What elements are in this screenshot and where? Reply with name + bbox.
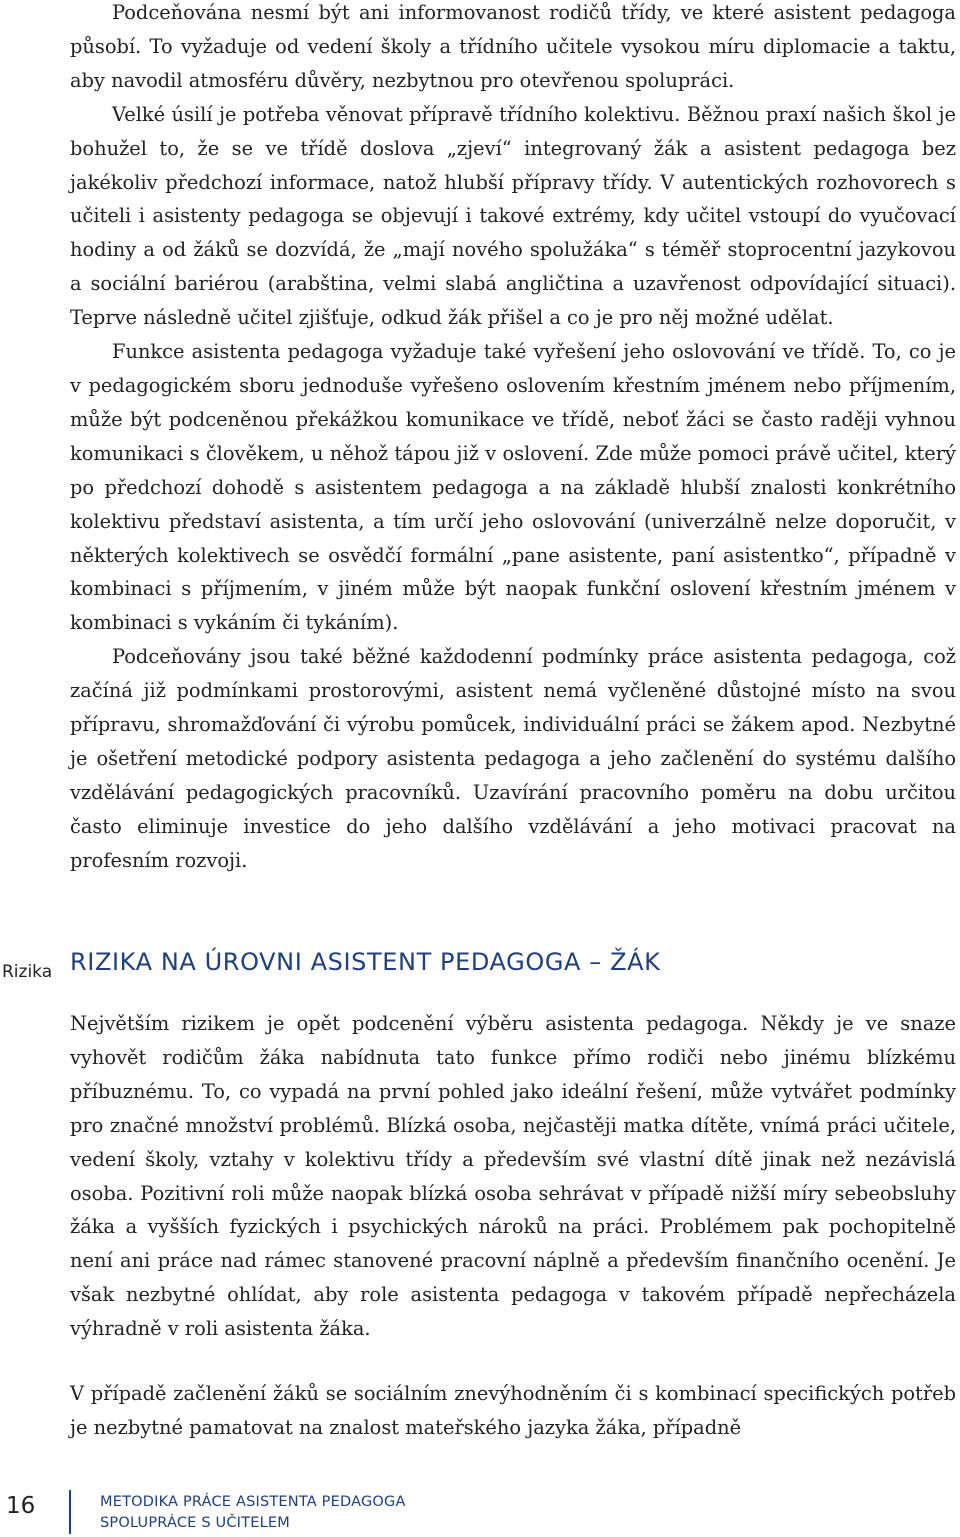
body-text-bottom (70, 1377, 956, 1445)
page-number: 16 (6, 1493, 36, 1519)
section-heading: RIZIKA NA ÚROVNI ASISTENT PEDAGOGA – ŽÁK (70, 948, 661, 976)
footer-title-line-2: SPOLUPRÁCE S UČITELEM (100, 1515, 290, 1531)
footer-divider (69, 1490, 71, 1534)
footer-title-line-1: METODIKA PRÁCE ASISTENTA PEDAGOGA (100, 1494, 406, 1510)
margin-label: Rizika (2, 962, 53, 982)
paragraph-class-preparation: Velké úsilí je potřeba věnovat přípravě třídního kolektivu. Běžnou praxí našich škol je bohužel to, že se ve třídě doslova „zjeví“ integrovaný žák a asistent pedagoga bez jakékoliv předchozí informace, natož hlubší přípravy třídy. V autentických rozhovorech s učiteli i asistenty pedagoga se objevují i takové extrémy, kdy učitel vstoupí do vyučovací hodiny a od žáků se dozvídá, že „mají nového spolužáka“ s téměř stoprocentní jazykovou a sociální bariérou (arabština, velmi slabá angličtina a uzavřenost odpovídající situaci). Teprve následně učitel zjišťuje, odkud žák přišel a co je pro něj možné udělat. (70, 102, 956, 330)
paragraph-addressing: Funkce asistenta pedagoga vyžaduje také vyřešení jeho oslovování ve třídě. To, co je v pedagogickém sboru jednoduše vyřešeno oslovením křestním jménem nebo příjmením, může být podceněnou překážkou komunikace ve třídě, neboť žáci se často raději vyhnou komunikaci s člověkem, u něhož tápou již v oslovení. Zde může pomoci právě učitel, který po předchozí dohodě s asistentem pedagoga a na základě hlubší znalosti konkrétního kolektivu představí asistenta, a tím určí jeho oslovování (univerzálně nelze doporučit, v některých kolektivech se osvědčí formální „pane asistente, paní asistentko“, případně v kombinaci s příjmením, v jiném může být naopak funkční oslovení křestním jménem v kombinaci s vykáním či tykáním). (70, 340, 956, 635)
paragraph-social-disadvantage: V případě začlenění žáků se sociálním znevýhodněním či s kombinací specifických potřeb je nezbytné pamatovat na znalost mateřského jazyka žáka, případně (70, 1382, 956, 1439)
paragraph-working-conditions: Podceňovány jsou také běžné každodenní podmínky práce asistenta pedagoga, což začíná již podmínkami prostorovými, asistent nemá vyčleněné důstojné místo na svou přípravu, shromažďování či výrobu pomůcek, individuální práci se žákem apod. Nezbytné je ošetření metodické podpory asistenta pedagoga a jeho začlenění do systému dalšího vzdělávání pedagogických pracovníků. Uzavírání pracovního poměru na dobu určitou často eliminuje investice do jeho dalšího vzdělávání a jeho motivaci pracovat na profesním rozvoji. (70, 645, 956, 872)
paragraph-parents-information: Podceňována nesmí být ani informovanost rodičů třídy, ve které asistent pedagoga působí. To vyžaduje od vedení školy a třídního učitele vysokou míru diplomacie a taktu, aby navodil atmosféru důvěry, nezbytnou pro otevřenou spolupráci. (70, 1, 956, 92)
body-text-top (70, 0, 956, 878)
body-text-section (70, 1007, 956, 1346)
paragraph-risks: Největším rizikem je opět podcenění výběru asistenta pedagoga. Někdy je ve snaze vyhovět rodičům žáka nabídnuta tato funkce přímo rodiči nebo jinému blízkému příbuznému. To, co vypadá na první pohled jako ideální řešení, může vytvářet podmínky pro značné množství problémů. Blízká osoba, nejčastěji matka dítěte, vnímá práci učitele, vedení školy, vztahy v kolektivu třídy a především své vlastní dítě jinak než nezávislá osoba. Pozitivní roli může naopak blízká osoba sehrávat v případě nižší míry sebeobsluhy žáka a vyšších fyzických i psychických nároků na práci. Problémem pak pochopitelně není ani práce nad rámec stanovené pracovní náplně a především finančního ocenění. Je však nezbytné ohlídat, aby role asistenta pedagoga v takovém případě nepřecházela výhradně v roli asistenta žáka. (70, 1012, 956, 1341)
